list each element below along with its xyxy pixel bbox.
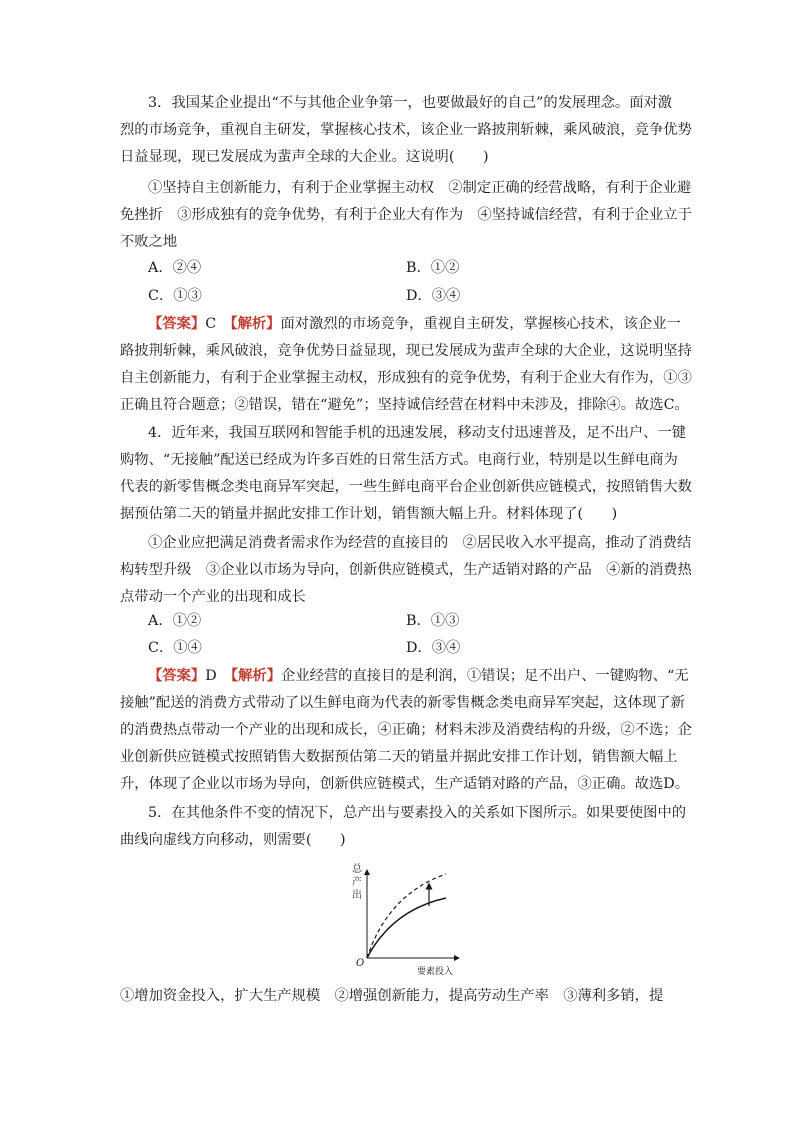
output-input-figure (342, 858, 462, 980)
analysis-text: 面对激烈的市场竞争，重视自主研发，掌握核心技术，该企业一 (280, 316, 681, 332)
analysis-tag: 【解析】 (230, 316, 281, 332)
q4-option-c: C．①④ (148, 640, 202, 656)
analysis-text: 企业经营的直接目的是利润，①错误；足不出户、一键购物、“无 (281, 668, 689, 684)
q3-item-line: ①坚持自主创新能力，有利于企业掌握主动权 ②制定正确的经营战略，有利于企业避 (148, 180, 692, 196)
q4-stem-line: 据预估第二天的销量并据此安排工作计划，销售额大幅上升。材料体现了( ) (120, 506, 618, 522)
q4-analysis-line: 升，体现了企业以市场为导向，创新供应链模式，生产适销对路的产品，③正确。故选D。 (120, 776, 690, 792)
answer-tag: 【答案】 (148, 668, 206, 684)
solid-curve (367, 898, 446, 958)
q4-stem-line: 代表的新零售概念类电商异军突起，一些生鲜电商平台企业创新供应链模式，按照销售大数 (120, 479, 692, 495)
q3-analysis-line: 自主创新能力，有利于企业掌握主动权，形成独有的竞争优势，有利于企业大有作为，①③ (120, 370, 692, 386)
q4-answer-line (148, 663, 704, 690)
q3-stem-line: 3．我国某企业提出“不与其他企业争第一，也要做最好的自己”的发展理念。面对激 (148, 95, 673, 111)
q3-item-line: 免挫折 ③形成独有的竞争优势，有利于企业大有作为 ④坚持诚信经营，有利于企业立于 (120, 207, 692, 223)
q3-option-c: C．①③ (148, 288, 202, 304)
q3-option-d: D．③④ (406, 288, 461, 304)
q3-option-b: B．①② (406, 260, 460, 276)
q4-analysis-line: 的消费热点带动一个产业的出现和成长，④正确；材料未涉及消费结构的升级，②不选；企 (120, 722, 692, 738)
q4-stem-line: 4．近年来，我国互联网和智能手机的迅速发展，移动支付迅速普及，足不出户、一键 (148, 425, 687, 441)
q3-item-line: 不败之地 (120, 234, 178, 250)
q4-option-b: B．①③ (406, 613, 460, 629)
q4-item-line: 构转型升级 ③企业以市场为导向，创新供应链模式，生产适销对路的产品 ④新的消费热 (120, 562, 692, 578)
q3-analysis-line: 正确且符合题意；②错误，错在“避免”；坚持诚信经营在材料中未涉及，排除④。故选C。 (120, 397, 689, 413)
answer-tag: 【答案】 (148, 316, 206, 332)
answer-value: C (205, 316, 217, 332)
q4-analysis-line: 业创新供应链模式按照销售大数据预估第二天的销量并据此安排工作计划，销售额大幅上 (120, 749, 678, 765)
q4-analysis-line: 接触”配送的消费方式带动了以生鲜电商为代表的新零售概念类电商异军突起，这体现了新 (120, 695, 685, 711)
q3-analysis-line: 路披荆斩棘，乘风破浪，竞争优势日益显现，现已发展成为蜚声全球的大企业，这说明坚持 (120, 343, 692, 359)
q5-item-line: ①增加资金投入，扩大生产规模 ②增强创新能力，提高劳动生产率 ③薄利多销，提 (120, 988, 664, 1004)
q4-item-line: 点带动一个产业的出现和成长 (120, 589, 306, 605)
y-axis-label: 总 (352, 864, 362, 875)
q4-stem-line: 购物、“无接触”配送已经成为许多百姓的日常生活方式。电商行业，特别是以生鲜电商为 (120, 452, 678, 468)
q3-answer-line (148, 311, 704, 338)
q3-stem-line: 烈的市场竞争，重视自主研发，掌握核心技术，该企业一路披荆斩棘，乘风破浪，竞争优势 (120, 122, 692, 138)
y-axis-label: 产 (352, 877, 362, 888)
x-axis-label: 要素投入 (417, 967, 454, 977)
origin-label: O (356, 958, 365, 969)
y-axis-label: 出 (352, 890, 362, 901)
q3-stem-line: 日益显现，现已发展成为蜚声全球的大企业。这说明( ) (120, 149, 489, 165)
analysis-tag: 【解析】 (230, 668, 281, 684)
q5-stem-line: 5．在其他条件不变的情况下，总产出与要素投入的关系如下图所示。如果要使图中的 (148, 805, 687, 821)
q4-item-line: ①企业应把满足消费者需求作为经营的直接目的 ②居民收入水平提高，推动了消费结 (148, 535, 692, 551)
q4-option-d: D．③④ (406, 640, 461, 656)
answer-value: D (205, 668, 217, 684)
q5-stem-line: 曲线向虚线方向移动，则需要( ) (120, 832, 346, 848)
q4-option-a: A．①② (148, 613, 202, 629)
dashed-curve (367, 874, 446, 958)
q3-option-a: A．②④ (148, 260, 202, 276)
